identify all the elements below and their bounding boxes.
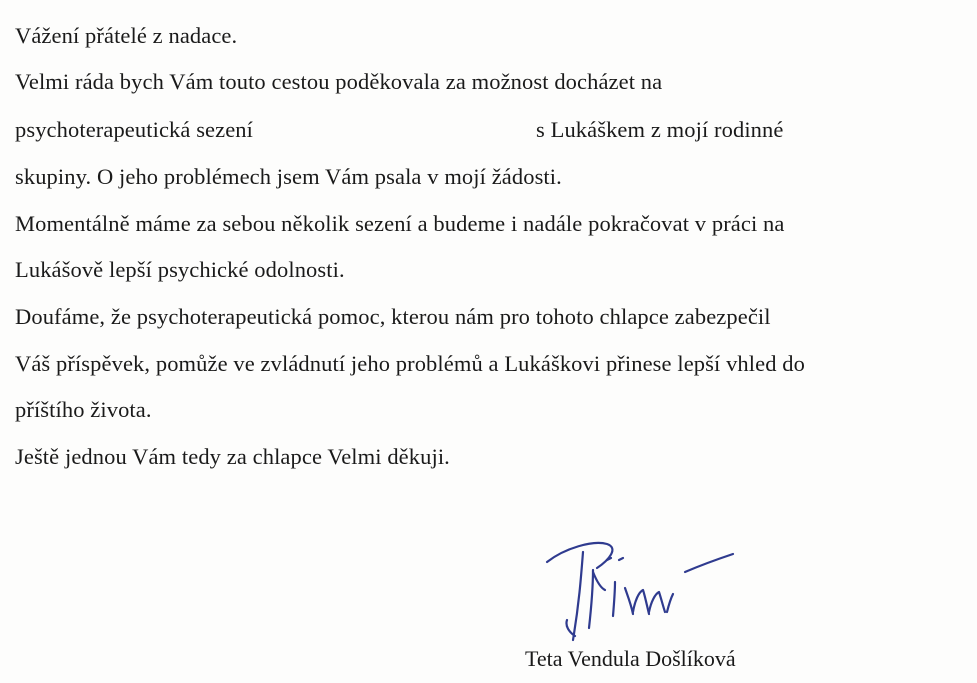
letter-line-part: psychoterapeutická sezení: [15, 117, 254, 142]
letter-line-part: s Lukáškem z mojí rodinné: [536, 117, 784, 142]
letter-line: Velmi ráda bych Vám touto cestou poděkovala za možnost docházet na: [15, 69, 663, 94]
letter-line-with-redaction: [15, 115, 783, 145]
letter-greeting: Vážení přátelé z nadace.: [15, 23, 238, 48]
letter-line: Lukášově lepší psychické odolnosti.: [15, 257, 345, 282]
letter-closing: Ještě jednou Vám tedy za chlapce Velmi děkuji.: [15, 444, 450, 469]
letter-line: Váš příspěvek, pomůže ve zvládnutí jeho problémů a Lukáškovi přinese lepší vhled do: [15, 351, 805, 376]
signer-name: Teta Vendula Došlíková: [525, 646, 736, 671]
redacted-gap: [253, 136, 536, 137]
letter-line: Momentálně máme za sebou několik sezení a budeme i nadále pokračovat v práci na: [15, 211, 785, 236]
letter-line: Doufáme, že psychoterapeutická pomoc, kterou nám pro tohoto chlapce zabezpečil: [15, 304, 771, 329]
letter-line: skupiny. O jeho problémech jsem Vám psala v mojí žádosti.: [15, 164, 562, 189]
letter-line: příštího života.: [15, 397, 152, 422]
handwritten-signature: [535, 530, 745, 648]
